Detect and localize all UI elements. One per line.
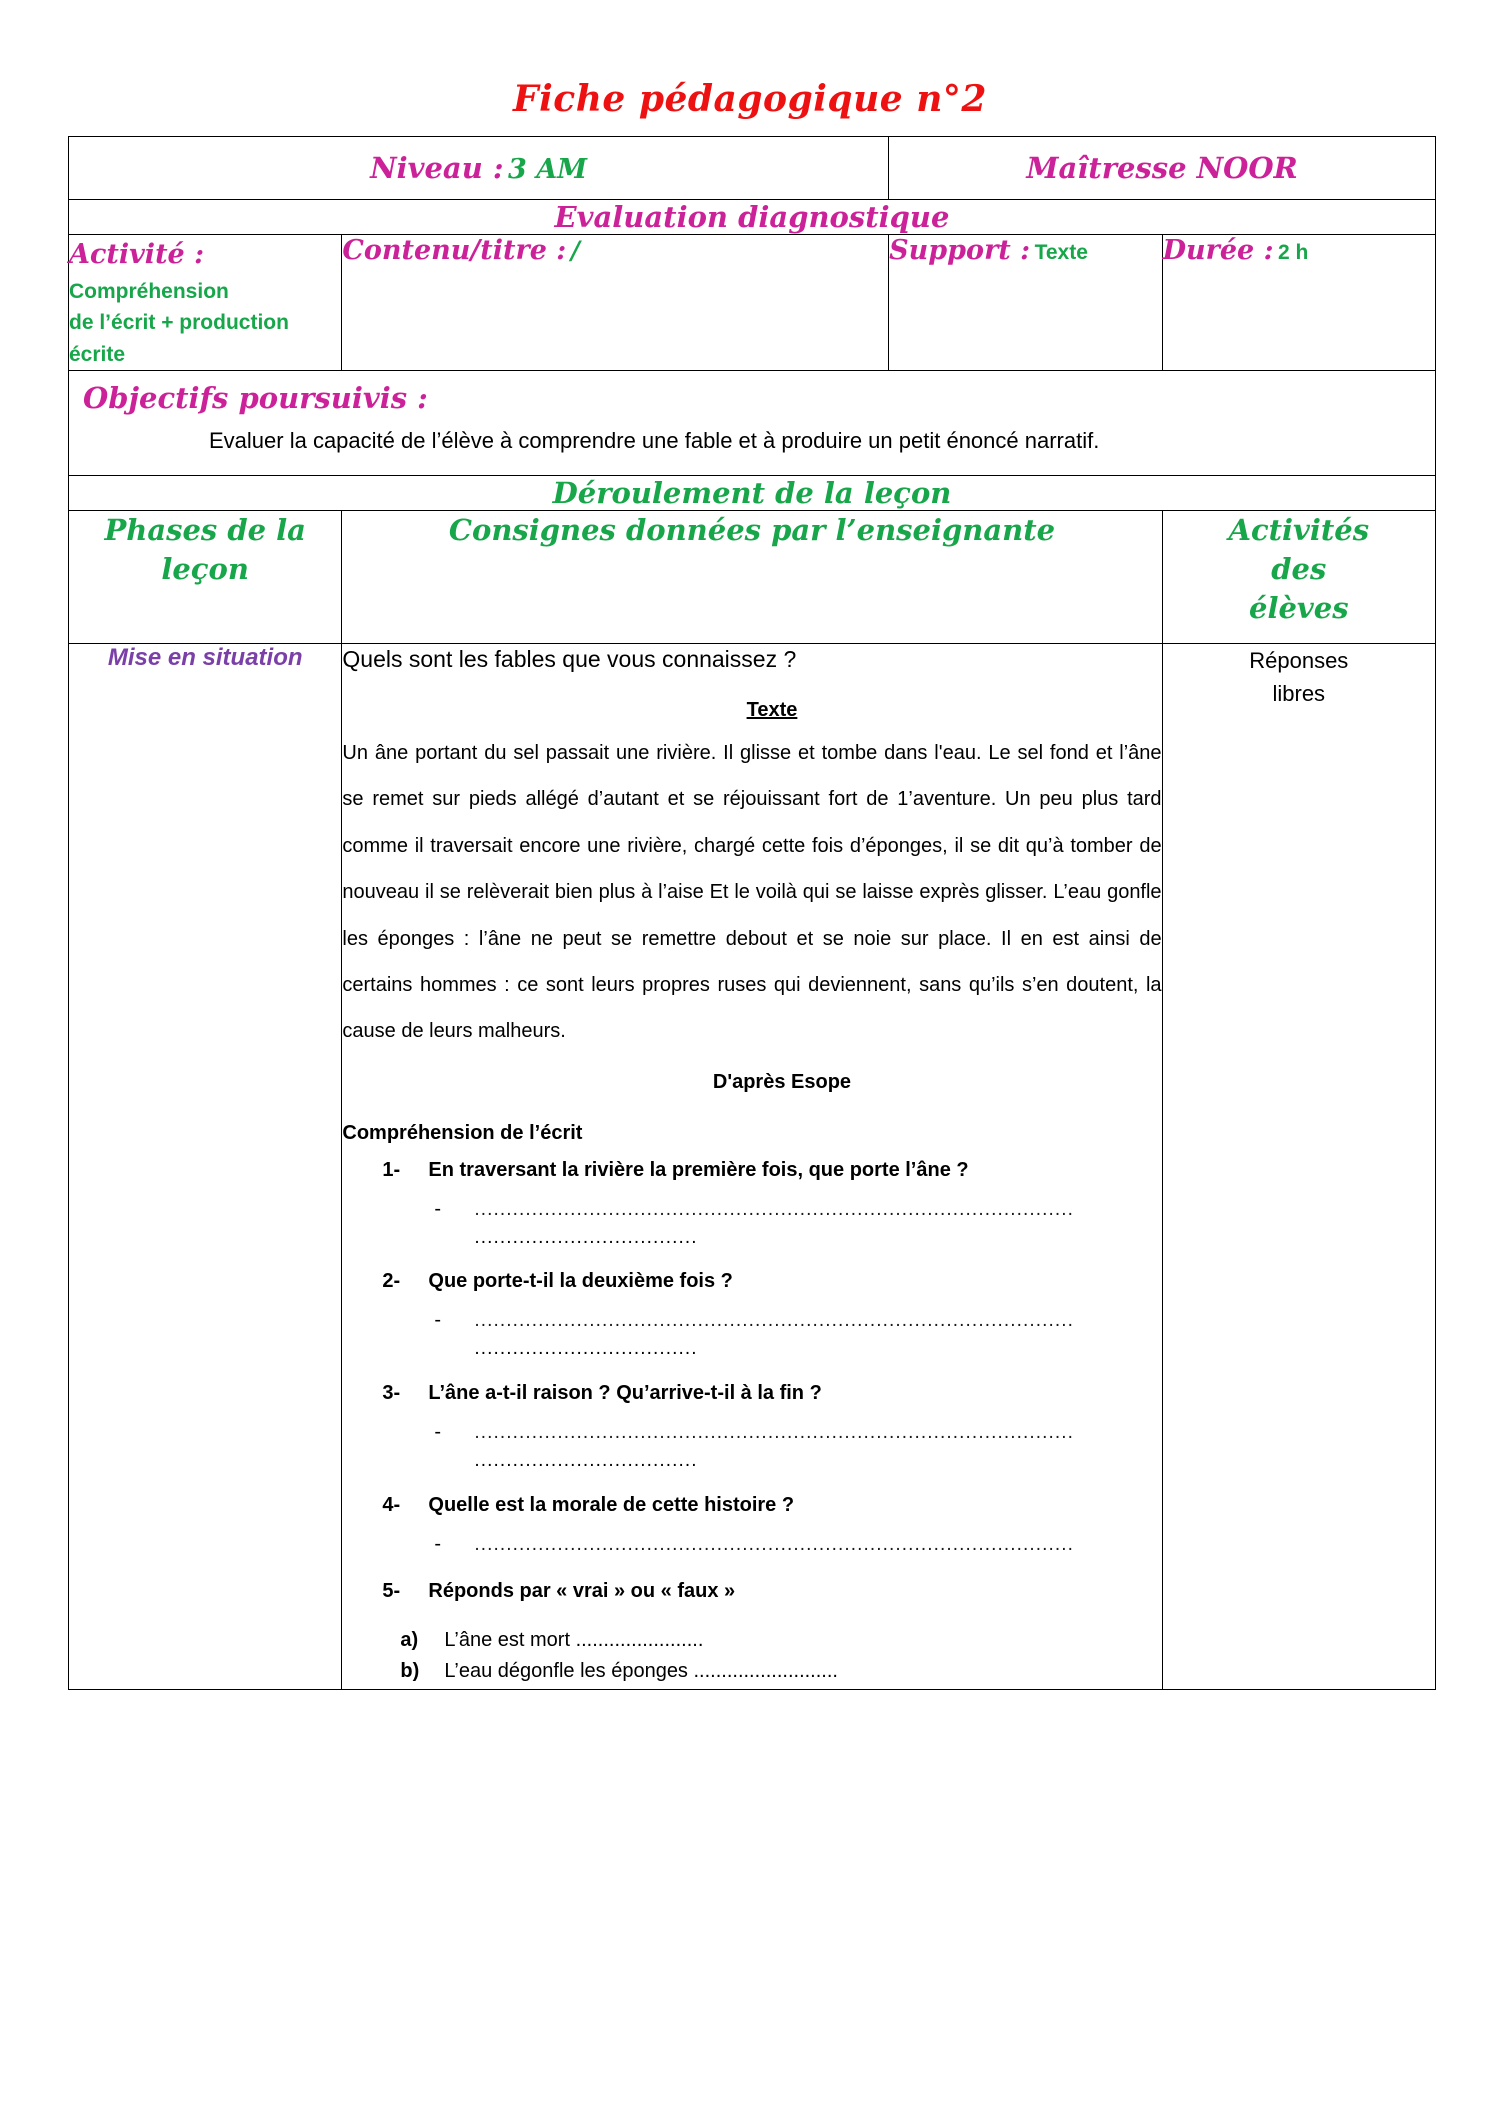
question-text: En traversant la rivière la première fois, que porte l’âne ? <box>428 1158 969 1181</box>
activites-header-line2: des <box>1271 552 1327 587</box>
niveau-cell <box>69 137 889 200</box>
niveau-label: Niveau : <box>370 151 504 185</box>
duree-label: Durée : <box>1162 235 1274 266</box>
page-title: Fiche pédagogique n°2 <box>513 78 987 120</box>
contenu-label: Contenu/titre : <box>342 235 567 266</box>
activite-value-line1: Compréhension <box>69 279 229 303</box>
evaluation-cell <box>69 200 1436 235</box>
answer-dash: - <box>434 1532 442 1555</box>
answer-dots[interactable]: .............................................................................................. <box>474 1533 1074 1555</box>
support-value: Texte <box>1034 241 1088 264</box>
teacher-cell <box>889 137 1436 200</box>
answer-line <box>342 1196 1161 1223</box>
phase-cell <box>69 643 342 1689</box>
objectifs-cell <box>69 371 1436 476</box>
true-false-item <box>342 1658 1161 1685</box>
true-false-item <box>342 1627 1161 1654</box>
activites-header-line1: Activités <box>1228 512 1370 547</box>
consignes-header: Consignes données par l’enseignante <box>448 512 1056 547</box>
answer-dash: - <box>434 1309 442 1332</box>
answer-dash: - <box>434 1420 442 1443</box>
support-label: Support : <box>889 235 1031 266</box>
question-item <box>342 1157 1161 1184</box>
support-cell <box>889 235 1162 371</box>
evaluation-title: Evaluation diagnostique <box>554 200 950 234</box>
table-row-meta <box>69 235 1436 371</box>
duree-cell <box>1162 235 1435 371</box>
column-header-activites <box>1162 510 1435 643</box>
true-false-letter: b) <box>400 1659 420 1682</box>
objectifs-text: Evaluer la capacité de l’élève à comprendre une fable et à produire un petit énoncé narratif. <box>209 428 1100 453</box>
answer-dots-second[interactable]: ................................... <box>474 1226 698 1248</box>
deroulement-title: Déroulement de la leçon <box>552 475 952 510</box>
lesson-plan-table <box>68 136 1436 1690</box>
question-text: Quelle est la morale de cette histoire ? <box>428 1493 795 1516</box>
table-row-evaluation <box>69 200 1436 235</box>
question-number: 3- <box>382 1381 401 1404</box>
table-row-deroulement <box>69 475 1436 510</box>
lead-question: Quels sont les fables que vous connaissez ? <box>342 645 797 672</box>
table-row-level <box>69 137 1436 200</box>
question-text: Réponds par « vrai » ou « faux » <box>428 1579 736 1602</box>
activite-value-line2: de l’écrit + production écrite <box>69 311 289 366</box>
activite-cell <box>69 235 342 371</box>
true-false-letter: a) <box>400 1628 419 1651</box>
table-row-objectifs <box>69 371 1436 476</box>
question-number: 4- <box>382 1493 401 1516</box>
true-false-text[interactable]: L’âne est mort ....................... <box>444 1628 704 1651</box>
answer-dots[interactable]: .............................................................................................. <box>474 1310 1074 1332</box>
deroulement-cell <box>69 475 1436 510</box>
teacher-name: Maîtresse NOOR <box>1026 151 1298 185</box>
objectifs-label: Objectifs poursuivis : <box>83 381 428 415</box>
true-false-text[interactable]: L’eau dégonfle les éponges .......................... <box>444 1659 838 1682</box>
question-item <box>342 1578 1161 1605</box>
answer-dots[interactable]: .............................................................................................. <box>474 1198 1074 1220</box>
question-item <box>342 1380 1161 1407</box>
niveau-value: 3 AM <box>508 154 588 185</box>
question-number: 2- <box>382 1270 401 1293</box>
question-text: Que porte-t-il la deuxième fois ? <box>428 1270 733 1293</box>
activite-label: Activité : <box>69 239 205 270</box>
answer-dash: - <box>434 1197 442 1220</box>
consignes-cell <box>342 643 1162 1689</box>
phases-header-line1: Phases de la <box>104 512 306 547</box>
fable-text: Un âne portant du sel passait une rivière. Il glisse et tombe dans l'eau. Le sel fond et l’âne se remet sur pieds allégé d’autant et se réjouissant fort de 1’aventure. Un peu plus tard comme il traversait encore une rivière, chargé cette fois d’éponges, il se dit qu’à tomber de nouveau il se relèverait bien plus à l’aise Et le voilà qui se laisse exprès glisser. L’eau gonfle les éponges : l’âne ne peut se remettre debout et se noie sur place. Il en est ainsi de certains hommes : ce sont leurs propres ruses qui deviennent, sans qu’ils s’en doutent, la cause de leurs malheurs. <box>342 741 1162 1043</box>
answer-dots[interactable]: .............................................................................................. <box>474 1421 1074 1443</box>
objectifs-title-wrap <box>69 371 1435 421</box>
contenu-value: / <box>570 236 580 265</box>
answer-dots-second[interactable]: ................................... <box>474 1338 698 1360</box>
table-row-lesson-content <box>69 643 1436 1689</box>
phase-label: Mise en situation <box>107 643 303 671</box>
answer-line <box>342 1307 1161 1334</box>
question-number: 1- <box>382 1158 401 1181</box>
phases-header-line2: leçon <box>161 552 249 587</box>
fable-source: D'après Esope <box>712 1070 852 1093</box>
answer-line <box>342 1419 1161 1446</box>
column-header-consignes <box>342 510 1162 643</box>
activites-line2: libres <box>1272 680 1326 706</box>
texte-heading: Texte <box>746 698 798 721</box>
question-item <box>342 1492 1161 1519</box>
question-item <box>342 1268 1161 1295</box>
activites-line1: Réponses <box>1249 647 1349 673</box>
question-text: L’âne a-t-il raison ? Qu’arrive-t-il à la fin ? <box>428 1381 822 1404</box>
activites-header-line3: élèves <box>1249 591 1349 626</box>
contenu-cell <box>342 235 889 371</box>
duree-value: 2 h <box>1278 241 1309 264</box>
table-row-column-headers <box>69 510 1436 643</box>
answer-line <box>342 1531 1161 1558</box>
answer-dots-second[interactable]: ................................... <box>474 1449 698 1471</box>
comprehension-heading: Compréhension de l’écrit <box>342 1121 583 1144</box>
question-number: 5- <box>382 1579 401 1602</box>
activites-eleves-cell <box>1162 643 1435 1689</box>
column-header-phases <box>69 510 342 643</box>
